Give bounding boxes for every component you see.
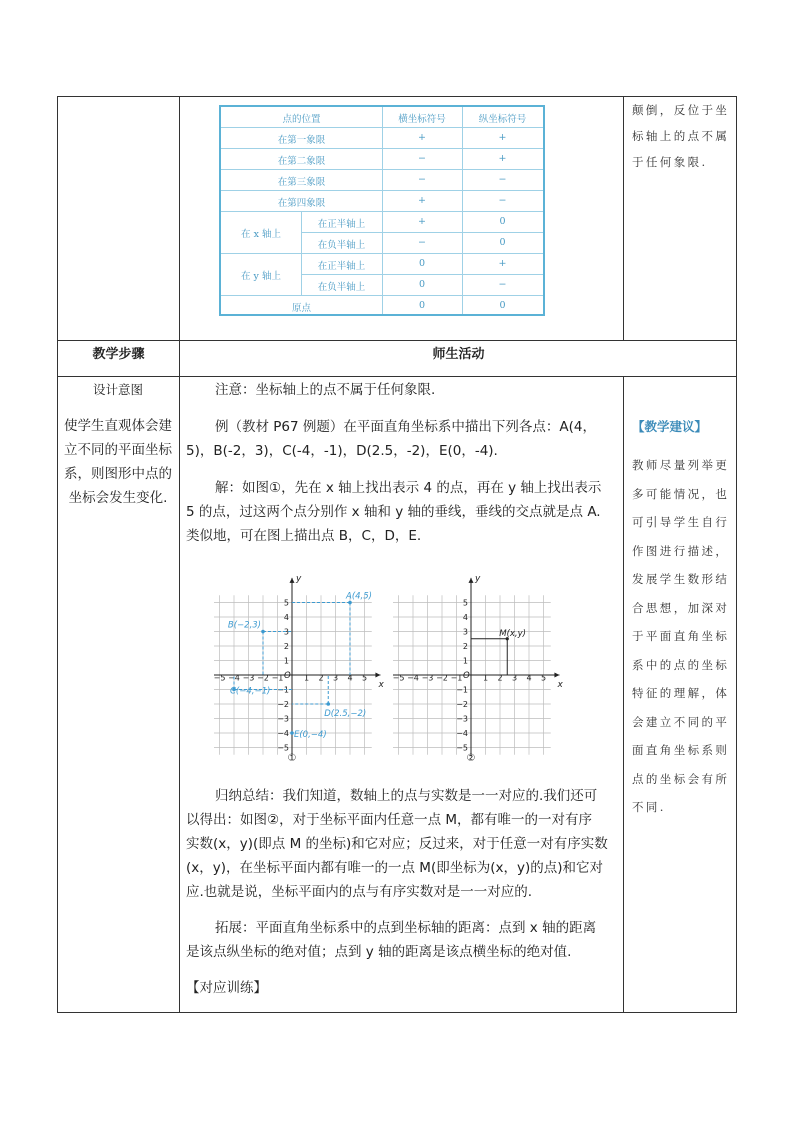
solution-line-3: 类似地，可在图上描出点 B，C，D，E. [186,528,422,544]
y-tick-label: 4 [283,613,289,622]
y-tick-label: −1 [456,685,468,695]
y-tick-label: 5 [283,598,289,608]
x-tick-label: 3 [511,673,518,683]
left-col-title: 设计意图 [92,382,143,397]
example-line-2: 5)，B(-2，3)，C(-4，-1)，D(2.5，-2)，E(0，-4). [186,443,498,459]
col-divider-3 [623,377,624,1013]
y-tick-label: −5 [456,743,468,753]
y-tick-label: 3 [283,627,289,637]
header-activity: 师生活动 [432,347,485,362]
sign-row-pos: 在第三象限 [277,177,326,188]
y-tick-label: −4 [456,729,468,738]
x-axis-arrow [554,673,559,678]
point-label: D(2.5,−2) [324,709,367,719]
y-tick-label: 1 [283,656,289,666]
y-tick-label: 5 [462,598,468,608]
extension-line-2: 是该点纵坐标的绝对值；点到 y 轴的距离是该点横坐标的绝对值. [186,944,572,960]
sign-table [219,105,545,316]
figure-1-coordinate-plane [214,568,399,766]
x-tick-label: −5 [393,673,405,683]
x-tick-label: −4 [228,673,240,683]
sign-row-y: 0 [499,237,506,248]
x-tick-label: 1 [482,673,489,683]
sign-row-pos: 在正半轴上 [317,261,366,272]
sign-row-y: 0 [499,216,506,227]
sign-table-header-x: 横坐标符号 [398,114,446,125]
x-tick-label: 5 [361,673,368,683]
y-tick-label: 1 [462,656,468,666]
sign-y-axis-group: 在 y 轴上 [241,271,281,282]
y-tick-label: −2 [456,700,468,709]
x-tick-label: −4 [407,673,419,683]
x-tick-label: 5 [540,673,547,683]
y-tick-label: 2 [462,642,468,651]
point-label: B(−2,3) [227,620,261,631]
y-axis-arrow [290,578,295,583]
sign-row-x: − [418,237,426,248]
y-axis-arrow [469,578,474,583]
y-tick-label: 2 [283,642,289,651]
sign-row-x: 0 [418,300,426,311]
sign-row-x: + [418,132,426,143]
figure-caption: ② [466,753,476,764]
x-tick-label: −5 [214,673,226,683]
sign-row-y: − [498,174,507,185]
x-tick-label: 4 [347,673,353,683]
sign-x-axis-group: 在 x 轴上 [241,229,281,240]
x-axis-label: x [557,680,563,690]
point-marker [261,630,265,634]
y-tick-label: −3 [277,714,289,724]
sign-row-x: + [418,195,426,206]
origin-label: O [463,671,470,681]
x-tick-label: −2 [257,673,269,683]
x-axis-arrow [375,673,380,678]
summary-line-5: 应.也就是说，坐标平面内的点与有序实数对是一一对应的. [186,884,533,900]
sign-row-pos: 在第四象限 [277,198,326,209]
y-axis-label: y [296,573,302,584]
col-divider-2 [623,96,624,341]
col-divider-1 [179,96,180,1013]
row-divider-1 [57,340,737,341]
sign-row-pos: 在负半轴上 [317,282,366,293]
x-tick-label: 4 [526,673,532,683]
sign-row-y: + [498,258,507,269]
point-label: M(x,y) [499,628,526,639]
sign-row-y: − [498,195,507,206]
y-axis-label: y [475,573,481,584]
sign-row-pos: 在第一象限 [277,135,326,146]
point-label: A(4,5) [346,591,372,602]
sign-row-x: − [418,174,426,185]
sign-table-header-pos: 点的位置 [282,114,321,125]
sign-row-x: + [418,216,426,227]
sign-table-header-y: 纵坐标符号 [478,114,527,125]
extension-line-1: 拓展：平面直角坐标系中的点到坐标轴的距离：点到 x 轴的距离 [215,920,597,936]
point-label: C(−4,−1) [230,686,271,697]
x-tick-label: −1 [271,673,284,683]
note-text: 注意：坐标轴上的点不属于任何象限. [215,382,436,398]
sign-row-x: − [418,153,426,164]
sign-row-pos: 在第二象限 [277,156,326,167]
teaching-tip-body: 教师尽量列举更多可能情况，也可引导学生自行作图进行描述，发展学生数形结合思想，加深对于平面直角坐标系中的点的坐标特征的理解，体会建立不同的平面直角坐标系则点的坐标会有所不同. [632,458,730,814]
y-tick-label: −5 [277,743,289,753]
figure-2-coordinate-plane [393,568,578,766]
x-tick-label: −3 [421,673,434,683]
x-tick-label: 2 [318,673,324,683]
solution-line-1: 解：如图①，先在 x 轴上找出表示 4 的点，再在 y 轴上找出表示 [215,480,602,496]
figure-caption: ① [287,753,297,764]
sign-row-x: 0 [418,279,426,290]
x-tick-label: −2 [436,673,448,683]
sign-row-y: 0 [499,300,506,311]
x-axis-label: x [378,680,384,690]
top-right-note: 颠倒，反位于坐标轴上的点不属于任何象限. [632,103,730,169]
sign-row-pos: 在正半轴上 [317,219,366,230]
x-tick-label: 1 [303,673,310,683]
teaching-tip-title: 【教学建议】 [632,419,708,434]
summary-line-4: (x，y)，在坐标平面内都有唯一的一点 M(即坐标为(x，y)的点)和它对 [186,860,603,876]
x-tick-label: −3 [242,673,255,683]
solution-line-2: 5 的点，过这两个点分别作 x 轴和 y 轴的垂线，垂线的交点就是点 A. [186,504,601,520]
sign-row-y: + [498,153,507,164]
y-tick-label: −1 [277,685,289,695]
summary-line-1: 归纳总结：我们知道，数轴上的点与实数是一一对应的.我们还可 [215,788,598,804]
left-col-body: 使学生直观体会建立不同的平面坐标系，则图形中点的坐标会发生变化. [64,418,172,506]
y-tick-label: 3 [462,627,468,637]
origin-label: O [284,671,291,681]
header-steps: 教学步骤 [92,347,145,362]
y-tick-label: −2 [277,700,289,709]
y-tick-label: −3 [456,714,468,724]
summary-line-3: 实数(x，y)(即点 M 的坐标)和它对应；反过来，对于任意一对有序实数 [186,836,608,852]
sign-row-y: − [498,279,507,290]
point-marker [326,702,330,706]
sign-row-pos: 原点 [291,303,311,314]
point-label: E(0,−4) [294,730,327,740]
summary-line-2: 以得出：如图②，对于坐标平面内任意一点 M，都有唯一的一对有序 [186,812,593,828]
example-line-1: 例（教材 P67 例题）在平面直角坐标系中描出下列各点：A(4， [215,419,596,435]
y-tick-label: −4 [277,729,289,738]
x-tick-label: 2 [497,673,503,683]
training-heading: 【对应训练】 [186,980,267,996]
sign-row-pos: 在负半轴上 [317,240,366,251]
x-tick-label: −1 [450,673,463,683]
y-tick-label: 4 [462,613,468,622]
sign-row-y: + [498,132,507,143]
x-tick-label: 3 [332,673,339,683]
sign-row-x: 0 [418,258,426,269]
